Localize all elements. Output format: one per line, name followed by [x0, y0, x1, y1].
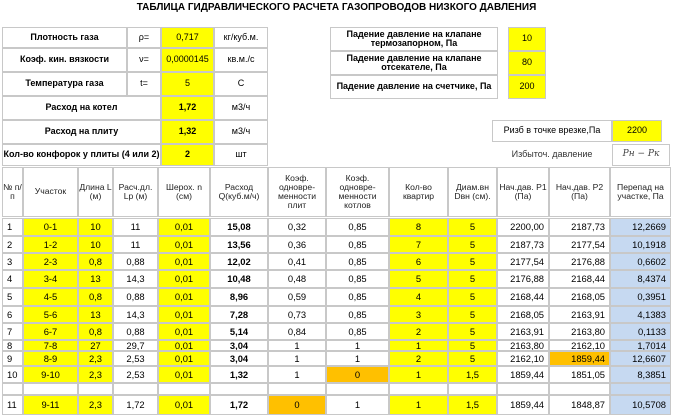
cell-p1[interactable]: 1859,44	[497, 366, 549, 383]
cell-segment[interactable]: 4-5	[23, 288, 78, 306]
cell-p2[interactable]	[549, 383, 610, 395]
cell-drop[interactable]: 1,7014	[610, 340, 671, 351]
column-header-calc-length: Расч.дл. Lp (м)	[113, 167, 158, 217]
viscosity-symbol: ν=	[127, 48, 161, 72]
viscosity-label: Коэф. кин. вязкости	[2, 48, 127, 72]
cell-diameter[interactable]: 5	[448, 351, 497, 366]
thermo-valve-input[interactable]: 10	[508, 27, 546, 51]
density-symbol: ρ=	[127, 27, 161, 48]
cell-num[interactable]: 8	[2, 340, 23, 351]
cell-flow[interactable]: 1,32	[210, 366, 268, 383]
cell-diameter[interactable]: 5	[448, 270, 497, 288]
cell-boiler-coef[interactable]: 0,85	[326, 306, 389, 323]
cutoff-valve-label: Падение давление на клапане отсекателе, Па	[330, 51, 498, 75]
cell-flow[interactable]: 7,28	[210, 306, 268, 323]
cell-flats[interactable]: 2	[389, 351, 448, 366]
cell-drop[interactable]: 4,1383	[610, 306, 671, 323]
cell-stove-coef[interactable]: 0,84	[268, 323, 326, 340]
cell-roughness[interactable]: 0,01	[158, 351, 210, 366]
cell-p2[interactable]: 2162,10	[549, 340, 610, 351]
cell-flats[interactable]: 8	[389, 218, 448, 236]
cell-num[interactable]: 5	[2, 288, 23, 306]
cell-num[interactable]: 9	[2, 351, 23, 366]
cell-p1[interactable]: 2177,54	[497, 253, 549, 270]
thermo-valve-label: Падение давление на клапане термозапорном, Па	[330, 27, 498, 51]
column-header-flow: Расход Q(куб.м/ч)	[210, 167, 268, 217]
cell-num[interactable]: 4	[2, 270, 23, 288]
cell-segment[interactable]: 9-10	[23, 366, 78, 383]
cell-num[interactable]: 6	[2, 306, 23, 323]
cell-roughness[interactable]: 0,01	[158, 218, 210, 236]
cell-p1[interactable]	[497, 383, 549, 395]
cell-boiler-coef[interactable]: 1	[326, 351, 389, 366]
column-header-segment: Участок	[23, 167, 78, 217]
cell-calc-length[interactable]: 14,3	[113, 306, 158, 323]
cell-p2[interactable]: 2176,88	[549, 253, 610, 270]
cell-length[interactable]: 2,3	[78, 395, 113, 415]
cell-stove-coef[interactable]: 0,59	[268, 288, 326, 306]
cell-segment[interactable]: 3-4	[23, 270, 78, 288]
cell-boiler-coef[interactable]: 0,85	[326, 218, 389, 236]
cell-calc-length[interactable]: 2,53	[113, 366, 158, 383]
cell-p1[interactable]: 2162,10	[497, 351, 549, 366]
cell-diameter[interactable]: 5	[448, 306, 497, 323]
cell-flats[interactable]: 1	[389, 366, 448, 383]
cell-flats[interactable]: 1	[389, 395, 448, 415]
cell-p2[interactable]: 2163,80	[549, 323, 610, 340]
cell-num[interactable]: 11	[2, 395, 23, 415]
cell-boiler-coef[interactable]	[326, 383, 389, 395]
cell-length[interactable]: 13	[78, 306, 113, 323]
cell-num[interactable]: 2	[2, 236, 23, 253]
cell-drop[interactable]: 8,3851	[610, 366, 671, 383]
cell-segment[interactable]: 2-3	[23, 253, 78, 270]
cell-calc-length[interactable]: 11	[113, 236, 158, 253]
column-header-length: Длина L (м)	[78, 167, 113, 217]
cell-num[interactable]: 1	[2, 218, 23, 236]
cell-calc-length[interactable]: 1,72	[113, 395, 158, 415]
cell-drop[interactable]: 10,5708	[610, 395, 671, 415]
cell-num[interactable]: 7	[2, 323, 23, 340]
boiler-flow-unit: м3/ч	[214, 96, 268, 120]
excess-pressure-formula: Pн − Pк	[612, 144, 670, 166]
cell-length[interactable]	[78, 383, 113, 395]
cell-p2[interactable]: 1848,87	[549, 395, 610, 415]
cell-flats[interactable]: 7	[389, 236, 448, 253]
cell-length[interactable]: 10	[78, 236, 113, 253]
cell-stove-coef[interactable]: 1	[268, 340, 326, 351]
cell-p2[interactable]: 2168,44	[549, 270, 610, 288]
cell-boiler-coef[interactable]: 0,85	[326, 323, 389, 340]
cell-roughness[interactable]	[158, 383, 210, 395]
cell-length[interactable]: 27	[78, 340, 113, 351]
cell-calc-length[interactable]: 14,3	[113, 270, 158, 288]
cell-roughness[interactable]: 0,01	[158, 236, 210, 253]
column-header-flats: Кол-во квартир	[389, 167, 448, 217]
cell-calc-length[interactable]: 0,88	[113, 323, 158, 340]
temperature-label: Температура газа	[2, 72, 127, 96]
cell-flats[interactable]: 1	[389, 340, 448, 351]
cell-num[interactable]: 10	[2, 366, 23, 383]
cell-boiler-coef[interactable]: 1	[326, 340, 389, 351]
column-header-drop: Перепад на участке, Па	[610, 167, 671, 217]
cell-diameter[interactable]: 5	[448, 340, 497, 351]
burners-label: Кол-во конфорок у плиты (4 или 2)	[2, 144, 161, 166]
cell-p2[interactable]: 1859,44	[549, 351, 610, 366]
tie-in-input[interactable]: 2200	[612, 120, 662, 142]
cell-length[interactable]: 2,3	[78, 351, 113, 366]
density-input[interactable]: 0,717	[161, 27, 214, 48]
stove-flow-value[interactable]: 1,32	[161, 120, 214, 144]
cell-segment[interactable]: 7-8	[23, 340, 78, 351]
cell-stove-coef[interactable]: 0,36	[268, 236, 326, 253]
cell-flow[interactable]: 15,08	[210, 218, 268, 236]
cell-flow[interactable]: 1,72	[210, 395, 268, 415]
cell-segment[interactable]: 1-2	[23, 236, 78, 253]
cell-flats[interactable]: 2	[389, 323, 448, 340]
cell-calc-length[interactable]: 0,88	[113, 288, 158, 306]
cell-roughness[interactable]: 0,01	[158, 306, 210, 323]
cell-drop[interactable]: 8,4374	[610, 270, 671, 288]
viscosity-input[interactable]: 0,0000145	[161, 48, 214, 72]
cell-flats[interactable]: 4	[389, 288, 448, 306]
column-header-diameter: Диам.вн Dвн (см).	[448, 167, 497, 217]
cell-p2[interactable]: 2163,91	[549, 306, 610, 323]
cell-flow[interactable]: 10,48	[210, 270, 268, 288]
cell-segment[interactable]	[23, 383, 78, 395]
cell-p1[interactable]: 2168,05	[497, 306, 549, 323]
viscosity-unit: кв.м./с	[214, 48, 268, 72]
cell-flow[interactable]: 13,56	[210, 236, 268, 253]
temperature-unit: С	[214, 72, 268, 96]
cell-diameter[interactable]: 5	[448, 236, 497, 253]
cell-p1[interactable]: 1859,44	[497, 395, 549, 415]
cell-drop[interactable]: 12,6607	[610, 351, 671, 366]
meter-label: Падение давление на счетчике, Па	[330, 75, 498, 99]
cell-drop[interactable]: 0,6602	[610, 253, 671, 270]
burners-unit: шт	[214, 144, 268, 166]
cell-flow[interactable]: 8,96	[210, 288, 268, 306]
stove-flow-unit: м3/ч	[214, 120, 268, 144]
cell-flats[interactable]: 3	[389, 306, 448, 323]
cell-calc-length[interactable]: 2,53	[113, 351, 158, 366]
temperature-input[interactable]: 5	[161, 72, 214, 96]
cell-calc-length[interactable]: 11	[113, 218, 158, 236]
cell-roughness[interactable]: 0,01	[158, 366, 210, 383]
column-header-stove-coef: Коэф. одновре- менности плит	[268, 167, 326, 217]
cell-segment[interactable]: 0-1	[23, 218, 78, 236]
cell-roughness[interactable]: 0,01	[158, 270, 210, 288]
cell-diameter[interactable]: 5	[448, 253, 497, 270]
cell-stove-coef[interactable]: 1	[268, 366, 326, 383]
cell-flow[interactable]: 3,04	[210, 340, 268, 351]
cell-boiler-coef[interactable]: 0,85	[326, 270, 389, 288]
temperature-symbol: t=	[127, 72, 161, 96]
cell-stove-coef[interactable]: 0,48	[268, 270, 326, 288]
cutoff-valve-input[interactable]: 80	[508, 51, 546, 75]
cell-segment[interactable]: 6-7	[23, 323, 78, 340]
cell-diameter[interactable]	[448, 383, 497, 395]
cell-diameter[interactable]: 5	[448, 288, 497, 306]
cell-segment[interactable]: 8-9	[23, 351, 78, 366]
cell-length[interactable]: 0,8	[78, 323, 113, 340]
cell-p1[interactable]: 2176,88	[497, 270, 549, 288]
stove-flow-label: Расход на плиту	[2, 120, 161, 144]
cell-p2[interactable]: 2177,54	[549, 236, 610, 253]
density-label: Плотность газа	[2, 27, 127, 48]
column-header-p2: Нач.дав. P2 (Па)	[549, 167, 610, 217]
cell-p1[interactable]: 2200,00	[497, 218, 549, 236]
column-header-p1: Нач.дав. P1 (Па)	[497, 167, 549, 217]
cell-stove-coef[interactable]	[268, 383, 326, 395]
cell-flats[interactable]: 5	[389, 270, 448, 288]
burners-input[interactable]: 2	[161, 144, 214, 166]
cell-flats[interactable]: 6	[389, 253, 448, 270]
cell-num[interactable]	[2, 383, 23, 395]
cell-roughness[interactable]: 0,01	[158, 288, 210, 306]
cell-flow[interactable]: 3,04	[210, 351, 268, 366]
page-title: ТАБЛИЦА ГИДРАВЛИЧЕСКОГО РАСЧЕТА ГАЗОПРОВОДОВ НИЗКОГО ДАВЛЕНИЯ	[136, 2, 537, 13]
cell-stove-coef[interactable]: 0,41	[268, 253, 326, 270]
cell-p1[interactable]: 2163,80	[497, 340, 549, 351]
cell-p2[interactable]: 2187,73	[549, 218, 610, 236]
cell-stove-coef[interactable]: 0,32	[268, 218, 326, 236]
cell-stove-coef[interactable]: 0,73	[268, 306, 326, 323]
cell-calc-length[interactable]	[113, 383, 158, 395]
cell-stove-coef[interactable]: 1	[268, 351, 326, 366]
cell-drop[interactable]: 12,2669	[610, 218, 671, 236]
cell-boiler-coef[interactable]: 0	[326, 366, 389, 383]
cell-roughness[interactable]: 0,01	[158, 323, 210, 340]
cell-p1[interactable]: 2168,44	[497, 288, 549, 306]
cell-diameter[interactable]: 5	[448, 218, 497, 236]
cell-flow[interactable]: 12,02	[210, 253, 268, 270]
cell-calc-length[interactable]: 29,7	[113, 340, 158, 351]
cell-roughness[interactable]: 0,01	[158, 340, 210, 351]
meter-input[interactable]: 200	[508, 75, 546, 99]
cell-p2[interactable]: 1851,05	[549, 366, 610, 383]
cell-drop[interactable]: 0,1133	[610, 323, 671, 340]
cell-roughness[interactable]: 0,01	[158, 253, 210, 270]
cell-length[interactable]: 0,8	[78, 253, 113, 270]
boiler-flow-value[interactable]: 1,72	[161, 96, 214, 120]
cell-length[interactable]: 10	[78, 218, 113, 236]
cell-drop[interactable]: 0,3951	[610, 288, 671, 306]
cell-length[interactable]: 13	[78, 270, 113, 288]
cell-boiler-coef[interactable]: 0,85	[326, 253, 389, 270]
cell-boiler-coef[interactable]: 0,85	[326, 288, 389, 306]
cell-boiler-coef[interactable]: 0,85	[326, 236, 389, 253]
column-header-roughness: Шерох. n (см)	[158, 167, 210, 217]
cell-segment[interactable]: 5-6	[23, 306, 78, 323]
cell-flow[interactable]: 5,14	[210, 323, 268, 340]
cell-length[interactable]: 2,3	[78, 366, 113, 383]
density-unit: кг/куб.м.	[214, 27, 268, 48]
cell-boiler-coef[interactable]: 1	[326, 395, 389, 415]
cell-p1[interactable]: 2163,91	[497, 323, 549, 340]
cell-drop[interactable]: 10,1918	[610, 236, 671, 253]
cell-num[interactable]: 3	[2, 253, 23, 270]
cell-length[interactable]: 0,8	[78, 288, 113, 306]
cell-diameter[interactable]: 5	[448, 323, 497, 340]
excess-pressure-label: Избыточ. давление	[511, 149, 593, 160]
cell-p2[interactable]: 2168,05	[549, 288, 610, 306]
cell-flats[interactable]	[389, 383, 448, 395]
boiler-flow-label: Расход на котел	[2, 96, 161, 120]
column-header-boiler-coef: Коэф. одновре- менности котлов	[326, 167, 389, 217]
cell-flow[interactable]	[210, 383, 268, 395]
column-header-num: № п/п	[2, 167, 23, 217]
cell-roughness[interactable]: 0,01	[158, 395, 210, 415]
cell-calc-length[interactable]: 0,88	[113, 253, 158, 270]
tie-in-label: Pизб в точке врезке,Па	[492, 120, 612, 142]
cell-segment[interactable]: 9-11	[23, 395, 78, 415]
cell-stove-coef[interactable]: 0	[268, 395, 326, 415]
cell-drop[interactable]	[610, 383, 671, 395]
cell-diameter[interactable]: 1,5	[448, 395, 497, 415]
cell-p1[interactable]: 2187,73	[497, 236, 549, 253]
cell-diameter[interactable]: 1,5	[448, 366, 497, 383]
